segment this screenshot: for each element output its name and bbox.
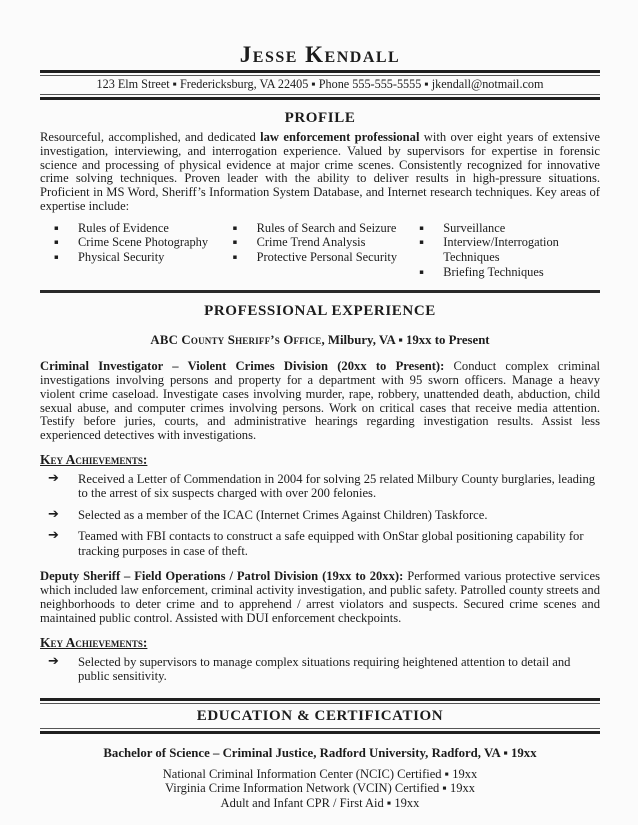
arrow-bullet-icon: ➔ [48,653,59,669]
role-paragraph [40,360,600,443]
certification-line: Adult and Infant CPR / First Aid ▪ 19xx [220,795,420,810]
list-item [413,235,600,264]
page-title: Jesse Kendall [239,42,401,67]
expertise-column [227,221,414,279]
expertise-column [413,221,600,279]
expertise-label: Briefing Techniques [443,264,544,279]
expertise-label: Physical Security [78,249,165,264]
list-item [227,235,414,250]
education-section [40,698,600,811]
expertise-label: Crime Scene Photography [78,235,209,250]
list-item [40,655,600,684]
section-heading-experience: PROFESSIONAL EXPERIENCE [204,303,436,320]
section-heading-profile: PROFILE [284,110,356,126]
key-achievements-label: Key Achievements: [40,451,148,467]
square-bullet-icon: ▪ [419,267,425,276]
square-bullet-icon: ▪ [232,223,238,232]
employer-location-dates: , Milbury, VA ▪ 19xx to Present [321,333,490,348]
profile-text-bold: law enforcement professional [260,130,420,144]
expertise-list [40,221,600,279]
expertise-column [40,221,227,279]
profile-text-pre: Resourceful, accomplished, and dedicated [40,130,261,144]
expertise-label: Surveillance [443,220,506,235]
employer-name: ABC County Sheriff’s Office [150,333,322,348]
square-bullet-icon: ▪ [232,238,238,247]
arrow-bullet-icon: ➔ [48,528,59,544]
expertise-label: Interview/Interrogation Techniques [443,235,559,264]
degree-line: Bachelor of Science – Criminal Justice, Radford University, Radford, VA ▪ 19xx [103,745,537,760]
role-title: Criminal Investigator – Violent Crimes Division (20xx to Present): [40,359,445,374]
expertise-label: Crime Trend Analysis [256,235,366,250]
education-rule-top [40,698,600,704]
header-rule-bottom [40,94,600,100]
list-item [48,235,227,250]
key-achievements-label: Key Achievements: [40,634,148,650]
contact-line: 123 Elm Street ▪ Fredericksburg, VA 22405 ▪ Phone 555-555-5555 ▪ jkendall@notmail.com [96,77,544,91]
list-item [227,250,414,265]
list-item [40,472,600,501]
experience-section-rule [40,290,600,293]
achievement-text: Selected by supervisors to manage complex situations requiring heightened attention to detail and public sensitivity. [78,654,571,684]
list-item [413,221,600,236]
role-description: Performed various protective services which included law enforcement, criminal activity investigation, and public safety. Patrolled county streets and neighborhoods to deter crime and to apprehend / arrest violators and suspects. Secured crime scenes and maintained public control. Assisted with DUI enforcement checkpoints. [40,569,600,625]
achievement-text: Received a Letter of Commendation in 2004 for solving 25 related Milbury County burglaries, leading to the arrest of six suspects charged with over 200 felonies. [78,471,596,501]
role-title: Deputy Sheriff – Field Operations / Patrol Division (19xx to 20xx): [40,569,404,584]
square-bullet-icon: ▪ [419,223,425,232]
list-item [413,265,600,280]
square-bullet-icon: ▪ [419,238,425,247]
list-item [48,250,227,265]
expertise-label: Protective Personal Security [256,249,398,264]
expertise-label: Rules of Search and Seizure [256,220,397,235]
arrow-bullet-icon: ➔ [48,506,59,522]
certification-line: National Criminal Information Center (NCIC) Certified ▪ 19xx [162,766,478,781]
list-item [40,508,600,523]
square-bullet-icon: ▪ [54,252,59,261]
education-rule-bottom [40,728,600,734]
square-bullet-icon: ▪ [54,223,59,232]
list-item [40,529,600,558]
role-description: Conduct complex criminal investigations involving persons and property for a department with 95 sworn officers. Manage a heavy violent crime caseload. Investigate cases involving murder, rape, robbery, unattended death, abduction, child sexual abuse, and computer crimes involving persons. Work on critical cases that receive media attention. Testify before juries, courts, and administrative hearings regarding investigation results. Assist less experienced detectives with investigations. [40,359,600,443]
achievement-text: Teamed with FBI contacts to construct a safe equipped with OnStar global positioning capability for tracking purposes in case of theft. [78,529,584,558]
employer-line [40,333,600,348]
section-heading-education: EDUCATION & CERTIFICATION [196,707,444,724]
achievement-text: Selected as a member of the ICAC (Internet Crimes Against Children) Taskforce. [78,507,488,522]
profile-text-post: with over eight years of extensive investigation, interviewing, and interrogation experience. Valued by supervisors for expertise in forensic science and processing of physical evidence at major crime scenes. Consistently recognized for innovative crime solving techniques. Proven leader with the ability to deliver results in high-pressure situations. Proficient in MS Word, Sheriff’s Information System Database, and Internet research techniques. Key areas of expertise include: [40,130,600,213]
square-bullet-icon: ▪ [232,252,238,261]
profile-paragraph [40,131,600,214]
square-bullet-icon: ▪ [54,238,59,247]
certification-line: Virginia Crime Information Network (VCIN) Certified ▪ 19xx [165,781,475,796]
list-item [48,221,227,236]
arrow-bullet-icon: ➔ [48,470,59,486]
list-item [227,221,414,236]
role-paragraph [40,570,600,625]
expertise-label: Rules of Evidence [78,220,169,235]
